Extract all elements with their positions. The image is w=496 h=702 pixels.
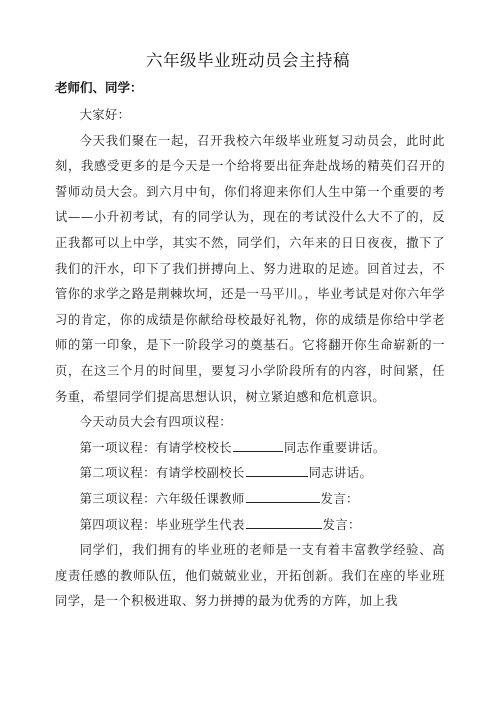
agenda-item-4-suffix: 发言：	[322, 517, 361, 532]
agenda-intro: 今天动员大会有四项议程：	[79, 415, 232, 430]
paragraph-opening: 今天我们聚在一起，召开我校六年级毕业班复习动员会，此时此刻，我感受更多的是今天是一个给将要出征奔赴战场的精英们召开的誓师动员大会。到六月中旬，你们将迎来你们人生中第一个重要的考试——小升初考试，有的同学认为，现在的考试没什么大不了的，反正我都可以上中学，其实不然，同学们，六年来的日日夜夜，撒下了我们的汗水，印下了我们拼搏向上、努力进取的足迹。回首过去，不管你的求学之路是荆棘坎坷，还是一马平川。，毕业考试是对你六年学习的肯定，你的成绩是你献给母校最好礼物，你的成绩是你给中学老师的第一印象，是下一阶段学习的奠基石。它将翻开你生命崭新的一页，在这三个月的时间里，要复习小学阶段所有的内容，时间紧，任务重，希望同学们提高思想认识，树立紧迫感和危机意识。	[55, 133, 445, 404]
agenda-item-1-suffix: 同志作重要讲话。	[283, 440, 386, 455]
agenda-item-1	[55, 436, 445, 462]
document-title: 六年级毕业班动员会主持稿	[146, 51, 350, 70]
blank-line	[233, 438, 283, 452]
agenda-item-3-prefix: 第三项议程：六年级任课教师	[79, 491, 245, 506]
blank-line	[246, 515, 322, 529]
paragraph-closing: 同学们，我们拥有的毕业班的老师是一支有着丰富教学经验、高度责任感的教师队伍，他们兢兢业业，开拓创新。我们在座的毕业班同学，是一个积极进取、努力拼搏的最为优秀的方阵，加上我	[55, 543, 445, 609]
salutation: 老师们、同学：	[55, 80, 143, 95]
agenda-item-3	[55, 487, 445, 513]
agenda-item-4	[55, 513, 445, 539]
agenda-item-3-suffix: 发言：	[320, 491, 359, 506]
agenda-item-2-prefix: 第二项议程：有请学校副校长	[79, 466, 245, 481]
greeting: 大家好：	[79, 108, 131, 122]
document-body	[55, 103, 445, 615]
blank-line	[246, 463, 308, 477]
agenda-item-2-suffix: 同志讲话。	[308, 466, 373, 481]
agenda-item-2	[55, 461, 445, 487]
agenda-item-4-prefix: 第四项议程：毕业班学生代表	[79, 517, 245, 532]
blank-line	[246, 489, 320, 503]
agenda-item-1-prefix: 第一项议程：有请学校校长	[79, 440, 232, 455]
